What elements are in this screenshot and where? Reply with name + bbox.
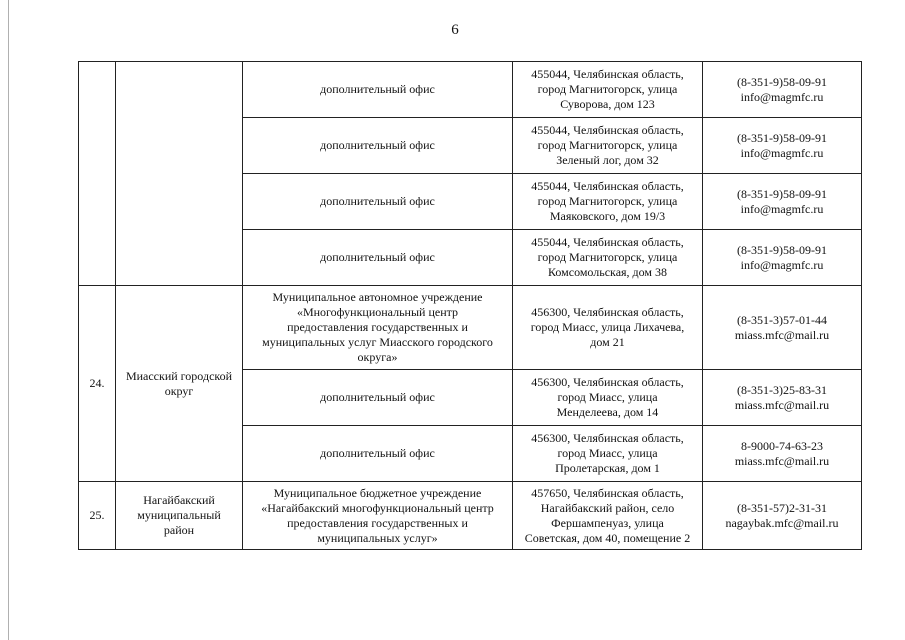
row-number: 24. [89, 376, 105, 390]
address-cell [513, 370, 703, 426]
address-line: Маяковского, дом 19/3 [549, 209, 666, 223]
organization-line: Муниципальное бюджетное учреждение [273, 485, 482, 500]
email-address: miass.mfc@mail.ru [734, 397, 830, 412]
address-line: 457650, Челябинская область, [531, 485, 684, 500]
contact-cell [703, 118, 862, 174]
address-line: дом 21 [590, 335, 625, 349]
address-line: город Магнитогорск, улица [537, 250, 678, 264]
organization-cell [243, 230, 513, 286]
address-line: город Миасс, улица Лихачева, [530, 320, 685, 334]
address-line: город Миасс, улица [557, 390, 658, 404]
email-address: info@magmfc.ru [740, 257, 824, 272]
organization-line: «Многофункциональный центр [296, 305, 459, 319]
address-line: Комсомольская, дом 38 [547, 265, 668, 279]
phone-number: (8-351-3)57-01-44 [737, 312, 827, 327]
email-address: miass.mfc@mail.ru [734, 453, 830, 468]
organization-line: Муниципальное автономное учреждение [272, 290, 483, 304]
organization-line: предоставления государственных и [287, 515, 468, 530]
contact-cell [703, 482, 862, 550]
phone-number: (8-351-9)58-09-91 [737, 74, 827, 89]
address-line: Менделеева, дом 14 [556, 405, 659, 419]
email-address: miass.mfc@mail.ru [734, 327, 830, 342]
contact-cell [703, 230, 862, 286]
contact-cell [703, 426, 862, 482]
organization-line: «Нагайбакский многофункциональный центр [261, 500, 494, 515]
district-name-line: Миасский городской [125, 368, 233, 383]
address-line: 456300, Челябинская область, [531, 375, 684, 389]
page-number: 6 [451, 22, 459, 38]
organization-line: дополнительный офис [320, 390, 435, 404]
phone-number: (8-351-9)58-09-91 [737, 130, 827, 145]
address-cell [513, 118, 703, 174]
phone-number: (8-351-9)58-09-91 [737, 186, 827, 201]
address-line: Нагайбакский район, село [540, 500, 675, 515]
row-number: 25. [89, 508, 105, 522]
organization-cell [243, 482, 513, 550]
organization-line: предоставления государственных и [287, 320, 468, 334]
address-cell [513, 482, 703, 550]
mfc-offices-table [78, 61, 862, 550]
district-name-line: район [163, 523, 195, 537]
organization-line: муниципальных услуг» [317, 530, 438, 545]
organization-line: дополнительный офис [320, 82, 435, 96]
contact-cell [703, 62, 862, 118]
district-cell [116, 482, 243, 550]
address-line: 456300, Челябинская область, [531, 431, 684, 445]
district-name-line: округ [164, 383, 194, 398]
contact-cell [703, 174, 862, 230]
address-line: Советская, дом 40, помещение 2 [524, 530, 691, 545]
organization-line: дополнительный офис [320, 446, 435, 460]
page-edge-line [8, 0, 9, 640]
address-cell [513, 174, 703, 230]
address-line: 455044, Челябинская область, [531, 179, 684, 193]
table-row [79, 62, 862, 118]
address-line: 455044, Челябинская область, [531, 235, 684, 249]
organization-cell [243, 370, 513, 426]
organization-cell [243, 174, 513, 230]
address-line: город Миасс, улица [557, 446, 658, 460]
organization-line: дополнительный офис [320, 138, 435, 152]
address-line: Пролетарская, дом 1 [555, 461, 660, 475]
email-address: info@magmfc.ru [740, 201, 824, 216]
address-cell [513, 230, 703, 286]
contact-cell [703, 286, 862, 370]
phone-number: 8-9000-74-63-23 [741, 438, 823, 453]
address-line: город Магнитогорск, улица [537, 194, 678, 208]
table-row [79, 482, 862, 550]
organization-cell [243, 118, 513, 174]
address-line: 455044, Челябинская область, [531, 123, 684, 137]
address-line: 455044, Челябинская область, [531, 67, 684, 81]
address-line: город Магнитогорск, улица [537, 82, 678, 96]
address-cell [513, 286, 703, 370]
address-line: Зеленый лог, дом 32 [556, 153, 659, 167]
address-line: город Магнитогорск, улица [537, 138, 678, 152]
district-cell [116, 286, 243, 482]
phone-number: (8-351-57)2-31-31 [737, 500, 827, 515]
district-cell [116, 62, 243, 286]
district-name-line: Нагайбакский [143, 493, 215, 507]
contact-cell [703, 370, 862, 426]
organization-line: дополнительный офис [320, 250, 435, 264]
row-number-cell [79, 62, 116, 286]
address-line: Суворова, дом 123 [560, 97, 655, 111]
email-address: info@magmfc.ru [740, 145, 824, 160]
organization-cell [243, 426, 513, 482]
address-line: 456300, Челябинская область, [531, 305, 684, 319]
table-row [79, 286, 862, 370]
phone-number: (8-351-9)58-09-91 [737, 242, 827, 257]
row-number-cell [79, 286, 116, 482]
organization-line: муниципальных услуг Миасского городского [262, 335, 493, 349]
address-cell [513, 62, 703, 118]
address-line: Фершампенуаз, улица [551, 515, 664, 530]
organization-cell [243, 286, 513, 370]
address-cell [513, 426, 703, 482]
phone-number: (8-351-3)25-83-31 [737, 382, 827, 397]
organization-line: дополнительный офис [320, 194, 435, 208]
district-name-line: муниципальный [137, 508, 221, 522]
email-address: info@magmfc.ru [740, 89, 824, 104]
organization-cell [243, 62, 513, 118]
email-address: nagaybak.mfc@mail.ru [725, 515, 839, 530]
row-number-cell [79, 482, 116, 550]
organization-line: округа» [357, 350, 398, 364]
